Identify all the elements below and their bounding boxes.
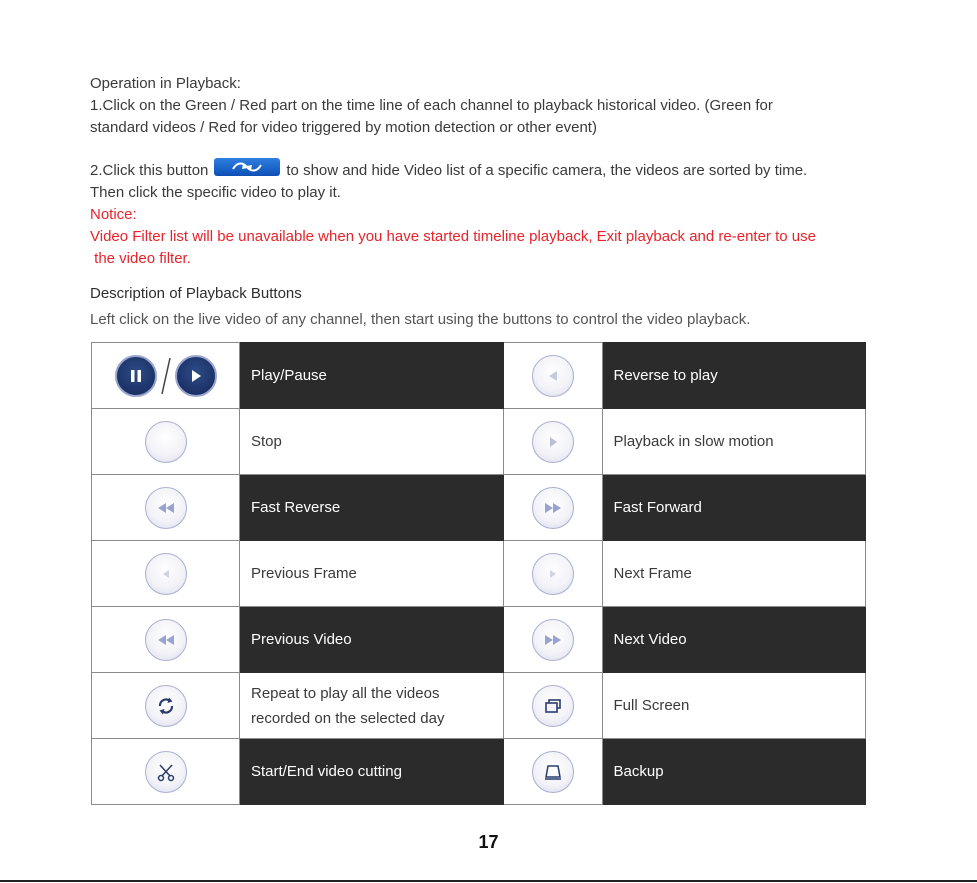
next-video-cell [503,607,602,673]
stop-cell [92,409,240,475]
slow-motion-label: Playback in slow motion [602,409,866,475]
play-icon [175,355,217,397]
playback-buttons-table [91,342,866,805]
play-pause-icons [92,343,240,409]
page-number: 17 [478,832,499,852]
full-screen-icon [532,685,574,727]
previous-frame-icon [145,553,187,595]
video-cutting-label: Start/End video cutting [240,739,504,805]
step2-line2: Then click the specific video to play it. [90,184,341,201]
notice-line1: Video Filter list will be unavailable when you have started timeline playback, Exit playback and re-enter to use [90,228,816,245]
notice-line2: the video filter. [90,250,191,267]
pause-icon [115,355,157,397]
backup-icon [532,751,574,793]
slow-motion-cell [503,409,602,475]
fast-reverse-label: Fast Reverse [240,475,504,541]
previous-video-cell [92,607,240,673]
notice-title: Notice: [90,206,137,223]
repeat-cell [92,673,240,739]
repeat-label [240,673,504,739]
fast-reverse-cell [92,475,240,541]
description-subtitle: Left click on the live video of any channel, then start using the buttons to control the video playback. [90,311,751,328]
repeat-label-line2: recorded on the selected day [251,709,445,727]
table-row [92,739,866,805]
video-cutting-cell [92,739,240,805]
previous-frame-cell [92,541,240,607]
next-frame-icon [532,553,574,595]
table-row [92,607,866,673]
previous-video-icon [145,619,187,661]
play-pause-label: Play/Pause [240,343,504,409]
reverse-play-cell [503,343,602,409]
next-frame-label: Next Frame [602,541,866,607]
repeat-icon [145,685,187,727]
full-screen-cell [503,673,602,739]
previous-video-label: Previous Video [240,607,504,673]
next-video-icon [532,619,574,661]
reverse-play-label: Reverse to play [602,343,866,409]
stop-icon [145,421,187,463]
description-title: Description of Playback Buttons [90,285,302,302]
table-row [92,475,866,541]
fast-forward-icon [532,487,574,529]
step2-before: 2.Click this button [90,162,209,179]
previous-frame-label: Previous Frame [240,541,504,607]
playback-heading: Operation in Playback: [90,75,241,92]
slash-divider [161,356,171,396]
repeat-label-line1: Repeat to play all the videos [251,684,440,702]
next-video-label: Next Video [602,607,866,673]
toggle-video-list-button [214,158,280,176]
table-row [92,541,866,607]
step1-line1: 1.Click on the Green / Red part on the time line of each channel to playback historical video. (Green for [90,97,773,114]
slow-motion-icon [532,421,574,463]
backup-cell [503,739,602,805]
step1-line2: standard videos / Red for video triggered by motion detection or other event) [90,119,597,136]
footer-rule [0,880,977,882]
full-screen-label: Full Screen [602,673,866,739]
table-row [92,343,866,409]
step2-line1 [90,160,807,182]
scissors-icon [145,751,187,793]
table-row [92,409,866,475]
fast-forward-label: Fast Forward [602,475,866,541]
stop-label: Stop [240,409,504,475]
step2-after: to show and hide Video list of a specific camera, the videos are sorted by time. [286,162,808,179]
toggle-list-icon [229,160,265,174]
next-frame-cell [503,541,602,607]
fast-reverse-icon [145,487,187,529]
backup-label: Backup [602,739,866,805]
fast-forward-cell [503,475,602,541]
reverse-play-icon [532,355,574,397]
table-row [92,673,866,739]
